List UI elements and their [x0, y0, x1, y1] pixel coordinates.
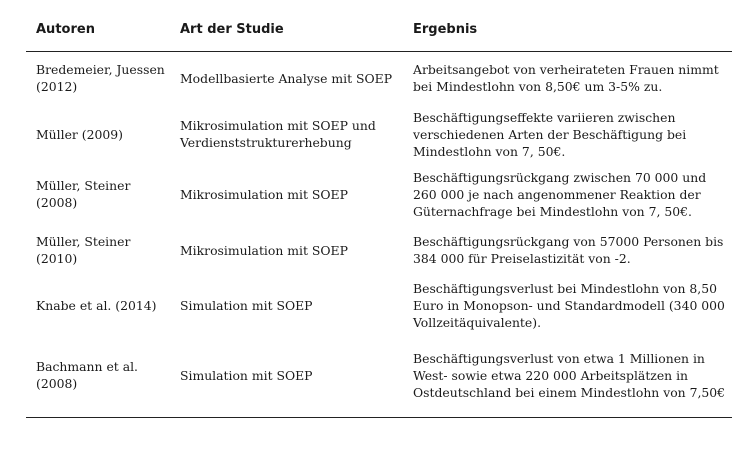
- cell-autoren: Müller, Steiner (2010): [36, 234, 131, 266]
- table-row: [26, 52, 732, 105]
- cell-autoren: Bredemeier, Juessen (2012): [36, 62, 165, 94]
- cell-art: Mikrosimulation mit SOEP: [180, 186, 348, 202]
- cell-autoren: Müller (2009): [36, 126, 123, 142]
- table-row: [26, 335, 732, 418]
- header-art-der-studie: Art der Studie: [170, 8, 403, 52]
- cell-art: Simulation mit SOEP: [180, 298, 313, 313]
- cell-art: Simulation mit SOEP: [170, 335, 403, 418]
- cell-autoren: Bachmann et al. (2008): [26, 335, 170, 418]
- header-ergebnis: Ergebnis: [403, 8, 732, 52]
- cell-art: Modellbasierte Analyse mit SOEP: [180, 70, 393, 86]
- study-table: [26, 8, 732, 418]
- cell-ergebnis: Beschäftigungsverlust von etwa 1 Millionen in West- sowie etwa 220 000 Arbeitsplätzen in Ostdeutschland bei einem Mindestlohn von 7,50€: [403, 335, 732, 418]
- cell-autoren: Müller, Steiner (2008): [36, 178, 131, 210]
- cell-ergebnis: Beschäftigungsrückgang von 57000 Personen bis 384 000 für Preiselastizität von -2.: [413, 234, 724, 266]
- table-header-row: [26, 8, 732, 52]
- table-row: [26, 276, 732, 335]
- cell-ergebnis: Arbeitsangebot von verheirateten Frauen nimmt bei Mindestlohn von 8,50€ um 3-5% zu.: [413, 62, 719, 94]
- study-table-container: [26, 8, 732, 418]
- table-row: [26, 224, 732, 276]
- cell-art: Mikrosimulation mit SOEP: [180, 242, 348, 258]
- cell-ergebnis: Beschäftigungsrückgang zwischen 70 000 und 260 000 je nach angenommener Reaktion der Güternachfrage bei Mindestlohn von 7, 50€.: [413, 169, 707, 219]
- cell-art: Mikrosimulation mit SOEP und Verdienststrukturerhebung: [180, 118, 376, 150]
- header-autoren: Autoren: [26, 8, 170, 52]
- cell-autoren: Knabe et al. (2014): [36, 298, 157, 313]
- table-row: [26, 164, 732, 224]
- cell-ergebnis: Beschäftigungsverlust bei Mindestlohn von 8,50 Euro in Monopson- und Standardmodell (340 000 Vollzeitäquivalente).: [413, 281, 725, 330]
- table-row: [26, 104, 732, 164]
- cell-ergebnis: Beschäftigungseffekte variieren zwischen verschiedenen Arten der Beschäftigung bei Mindestlohn von 7, 50€.: [413, 109, 687, 159]
